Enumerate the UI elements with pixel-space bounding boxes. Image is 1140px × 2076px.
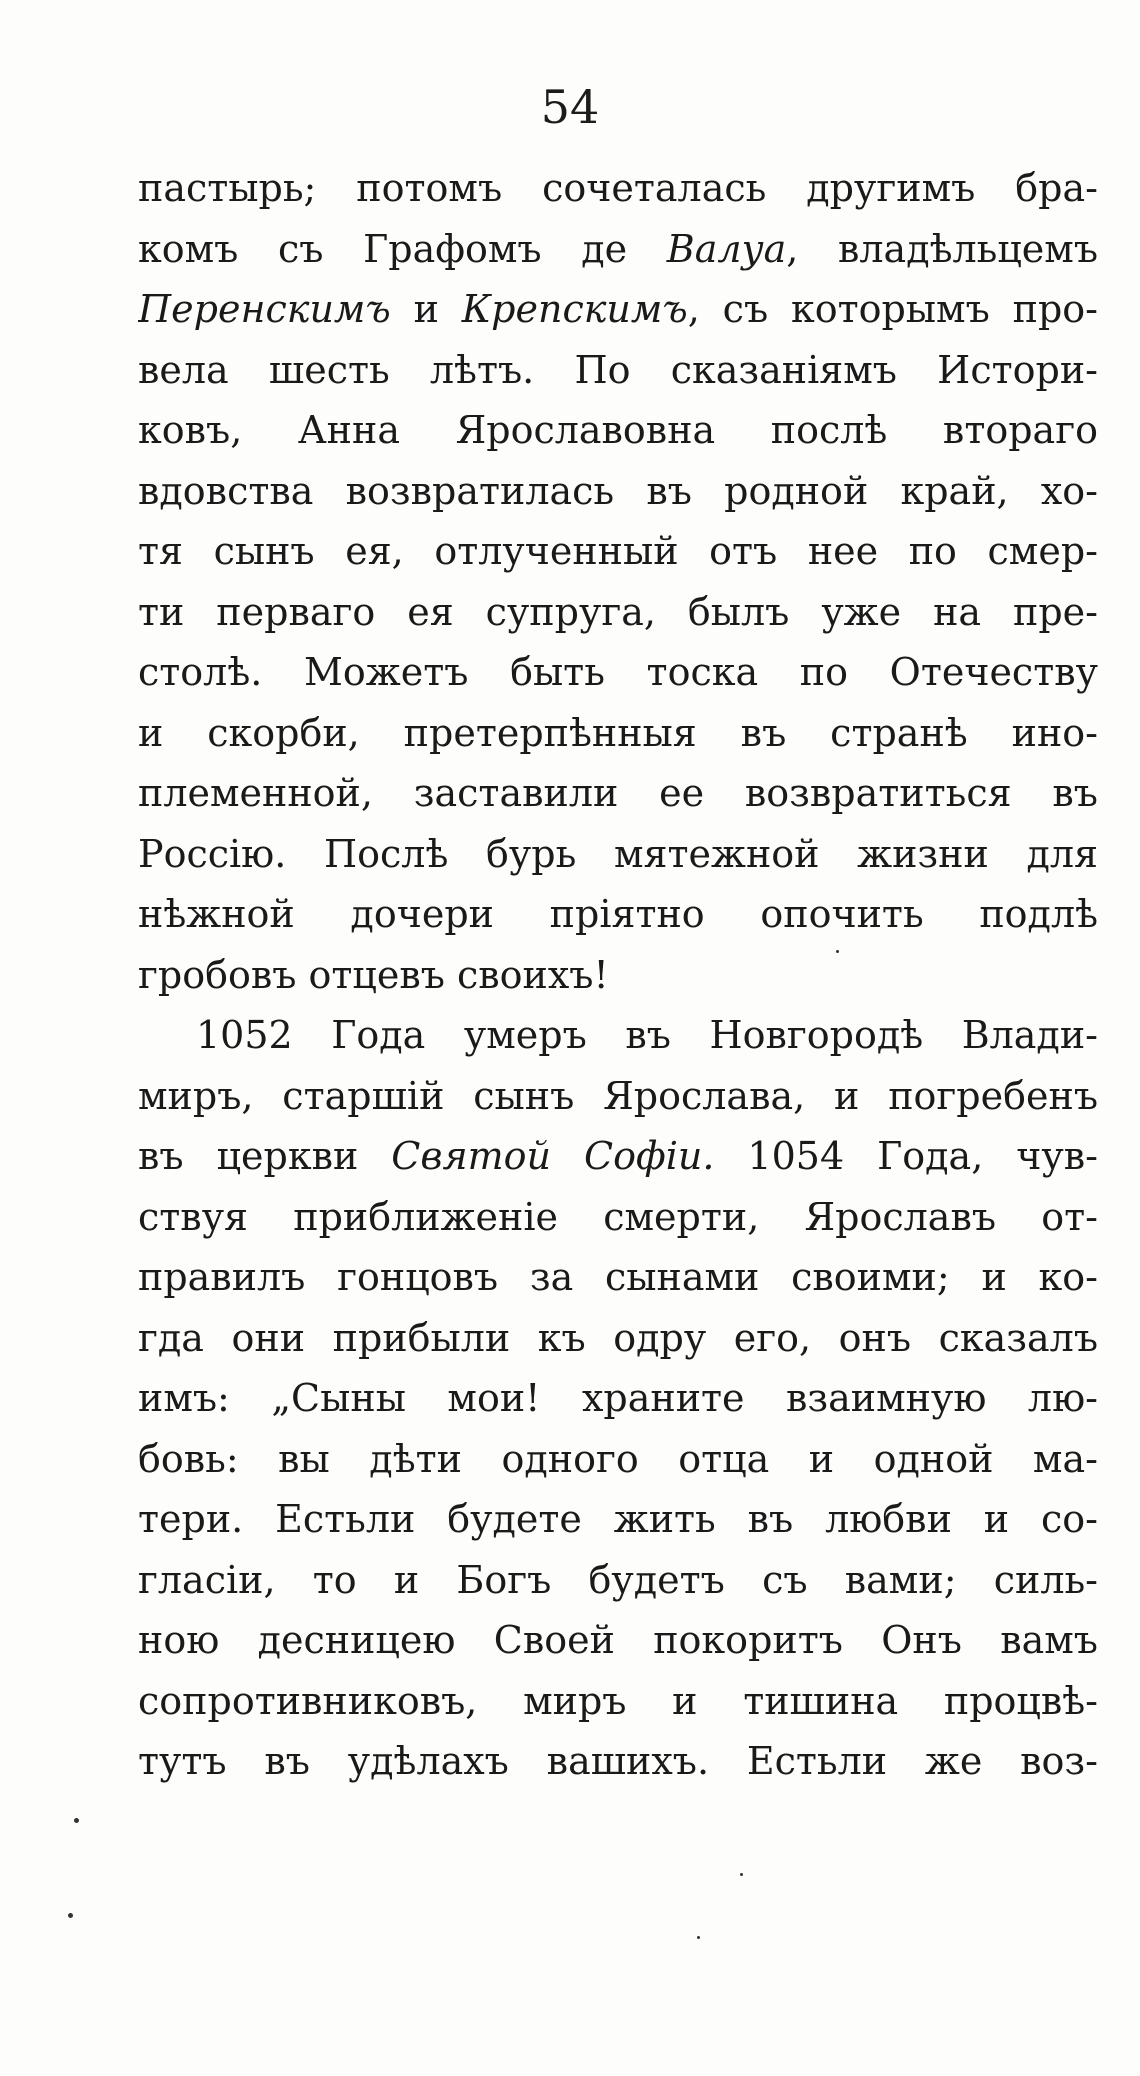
italic-text-segment: Святой Софіи. <box>391 1134 715 1178</box>
print-speck <box>697 1936 700 1939</box>
text-line <box>138 400 1098 461</box>
text-line <box>138 219 1098 280</box>
text-line <box>138 158 1098 219</box>
text-segment: 1052 Года умеръ въ Новгородѣ Влади- <box>196 1013 1098 1057</box>
text-segment: имъ: „Сыны мои! храните взаимную лю- <box>138 1376 1098 1420</box>
page-number: 54 <box>540 80 600 134</box>
text-segment: тери. Естьли будете жить въ любви и со- <box>138 1497 1098 1541</box>
text-segment: вдовства возвратилась въ родной край, хо- <box>138 468 1098 513</box>
text-segment: миръ, старшій сынъ Ярослава, и погребенъ <box>138 1073 1098 1118</box>
text-segment: Россію. Послѣ бурь мятежной жизни для <box>138 831 1098 876</box>
text-line <box>138 582 1098 643</box>
text-line <box>138 1308 1098 1369</box>
print-speck <box>740 1873 743 1876</box>
text-segment: и скорби, претерпѣнныя въ странѣ ино- <box>138 710 1098 755</box>
text-line <box>138 945 1098 1006</box>
text-segment: правилъ гонцовъ за сынами своими; и ко- <box>138 1255 1098 1299</box>
text-line <box>138 1126 1098 1187</box>
text-line <box>138 340 1098 401</box>
text-line <box>138 1671 1098 1732</box>
text-segment: ствуя приближеніе смерти, Ярославъ от- <box>138 1194 1098 1239</box>
text-segment: комъ съ Графомъ де <box>138 226 667 271</box>
text-segment: въ церкви <box>138 1134 392 1178</box>
body-text <box>138 158 1098 1792</box>
text-line <box>138 279 1098 340</box>
print-speck <box>836 950 839 953</box>
text-segment: племенной, заставили ее возвратиться въ <box>138 771 1098 815</box>
text-segment: столѣ. Можетъ быть тоска по Отечеству <box>138 650 1098 694</box>
text-segment: гласіи, то и Богъ будетъ съ вами; силь- <box>138 1557 1098 1602</box>
text-segment: ковъ, Анна Ярославовна послѣ втораго <box>138 408 1098 452</box>
text-line <box>138 521 1098 582</box>
text-segment: , съ которымъ про- <box>687 287 1098 331</box>
print-speck <box>68 1913 73 1918</box>
text-line <box>138 884 1098 945</box>
text-segment: ною десницею Своей покоритъ Онъ вамъ <box>138 1618 1098 1662</box>
text-segment: пастырь; потомъ сочеталась другимъ бра- <box>138 166 1098 210</box>
text-segment: вела шесть лѣтъ. По сказаніямъ Истори- <box>138 347 1098 392</box>
text-line <box>138 1429 1098 1490</box>
text-line <box>138 1489 1098 1550</box>
text-segment: сопротивниковъ, миръ и тишина процвѣ- <box>138 1678 1098 1723</box>
text-segment: тутъ въ удѣлахъ вашихъ. Естьли же воз- <box>138 1739 1098 1783</box>
text-segment: тя сынъ ея, отлученный отъ нее по смер- <box>138 529 1098 573</box>
text-line <box>138 1005 1098 1066</box>
italic-text-segment: Валуа <box>666 226 787 271</box>
text-line <box>138 1550 1098 1611</box>
text-line <box>138 1066 1098 1127</box>
text-line <box>138 1610 1098 1671</box>
text-line <box>138 1731 1098 1792</box>
text-segment: ти перваго ея супруга, былъ уже на пре- <box>138 589 1098 634</box>
text-line <box>138 763 1098 824</box>
text-line <box>138 1187 1098 1248</box>
text-line <box>138 1368 1098 1429</box>
print-speck <box>74 1818 79 1823</box>
text-line <box>138 824 1098 885</box>
text-line <box>138 1247 1098 1308</box>
text-segment: нѣжной дочери пріятно опочить подлѣ <box>138 892 1098 936</box>
text-line <box>138 642 1098 703</box>
text-line <box>138 461 1098 522</box>
italic-text-segment: Перенскимъ <box>138 287 391 331</box>
text-segment: , владѣльцемъ <box>786 226 1098 271</box>
text-segment: и <box>390 287 462 331</box>
text-segment: гда они прибыли къ одру его, онъ сказалъ <box>138 1315 1098 1360</box>
italic-text-segment: Крепскимъ <box>461 287 688 331</box>
text-line <box>138 703 1098 764</box>
text-segment: 1054 Года, чув- <box>714 1134 1098 1178</box>
text-segment: бовь: вы дѣти одного отца и одной ма- <box>138 1436 1098 1481</box>
text-segment: гробовъ отцевъ своихъ! <box>138 952 609 997</box>
